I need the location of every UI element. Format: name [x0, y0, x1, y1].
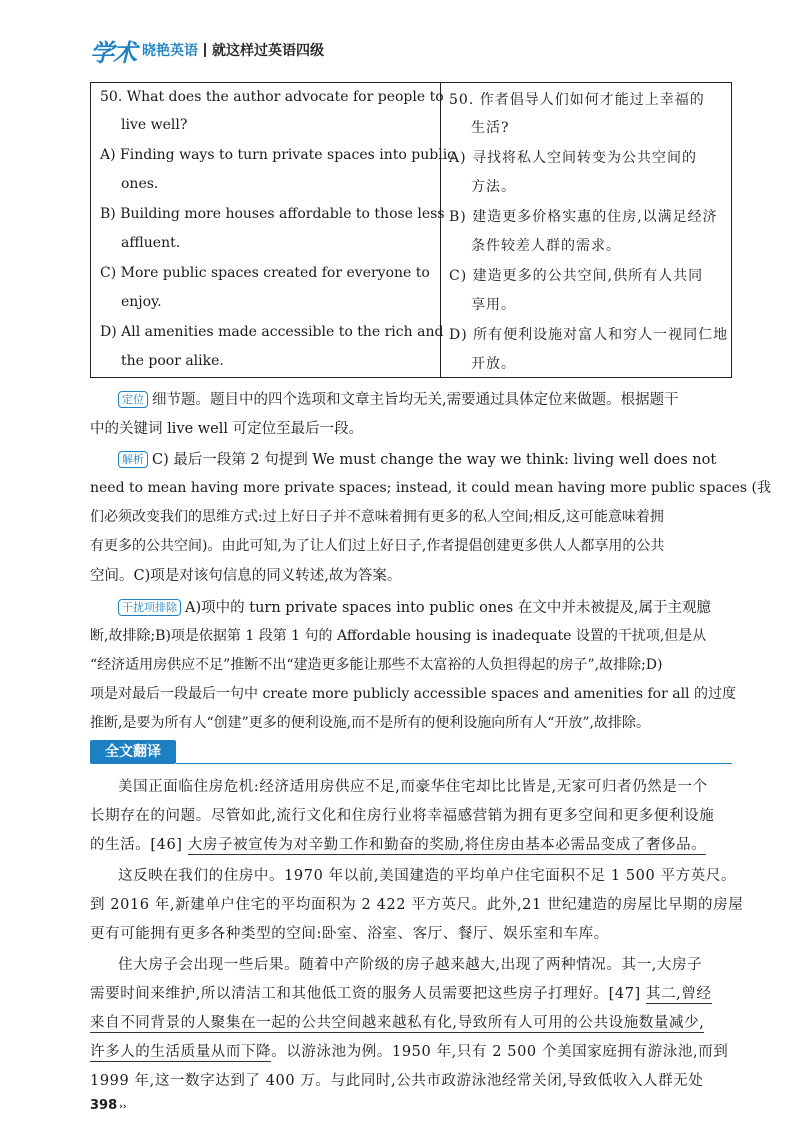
option-d-en: D) All amenities made accessible to the rich and — [100, 324, 444, 340]
locate-tag: 定位 — [118, 391, 148, 408]
page-number — [90, 1098, 127, 1113]
translation-line: 住大房子会出现一些后果。随着中产阶级的房子越来越大,出现了两种情况。其一,大房子 — [118, 957, 703, 973]
question-table — [90, 82, 732, 378]
translation-line — [90, 1011, 704, 1032]
answer-47-underlined-end: 许多人的生活质量从而下降 — [90, 1044, 272, 1060]
translation-section-title: 全文翻译 — [90, 740, 176, 764]
translation-line: 美国正面临住房危机:经济适用房供应不足,而豪华住宅却比比皆是,无家可归者仍然是一个 — [118, 779, 708, 795]
translation-text: 需要时间来维护,所以清洁工和其他低工资的服务人员需要把这些房子打理好。[47] — [90, 986, 646, 1002]
translation-line: 长期存在的问题。尽管如此,流行文化和住房行业将幸福感营销为拥有更多空间和更多便利设施 — [90, 808, 715, 824]
explain-tag: 解析 — [118, 451, 148, 468]
option-b-cn: B) 建造更多价格实惠的住房,以满足经济 — [449, 209, 718, 225]
translation-line — [90, 1040, 728, 1061]
explain-text: C) 最后一段第 2 句提到 We must change the way we think: living well does not — [152, 452, 717, 468]
option-b-cn-cont: 条件较差人群的需求。 — [471, 238, 621, 254]
page-header — [90, 30, 324, 70]
locate-line: 中的关键词 live well 可定位至最后一段。 — [90, 421, 364, 437]
option-c-cn-cont: 享用。 — [471, 297, 516, 313]
option-a-en: A) Finding ways to turn private spaces into public — [100, 147, 456, 163]
exclude-tag: 干扰项排除 — [118, 599, 181, 616]
translation-section-rule — [176, 763, 732, 764]
option-d-cn: D) 所有便利设施对富人和穷人一视同仁地 — [449, 327, 729, 343]
explain-line: 们必须改变我们的思维方式:过上好日子并不意味着拥有更多的私人空间;相反,这可能意味着拥 — [90, 509, 664, 525]
explain-line: 空间。C)项是对该句信息的同义转述,故为答案。 — [90, 568, 402, 584]
exclude-line: 项是对最后一段最后一句中 create more publicly accessible spaces and amenities for all 的过度 — [90, 686, 736, 702]
option-c-en: C) More public spaces created for everyone to — [100, 265, 430, 281]
exclude-line — [118, 596, 711, 617]
question-cn-line: 50. 作者倡导人们如何才能过上幸福的 — [449, 92, 705, 108]
answer-47-underlined: 其二,曾经 — [645, 986, 712, 1002]
answer-46-underlined: 大房子被宣传为对辛勤工作和勤奋的奖励,将住房由基本必需品变成了奢侈品。 — [187, 837, 707, 853]
question-english-column — [91, 83, 456, 377]
publisher-logo: 学术 — [90, 38, 136, 67]
translation-line: 1999 年,这一数字达到了 400 万。与此同时,公共市政游泳池经常关闭,导致低收入人群无处 — [90, 1073, 704, 1089]
explain-line — [118, 448, 716, 469]
option-c-en-cont: enjoy. — [121, 294, 162, 310]
locate-text: 细节题。题目中的四个选项和文章主旨均无关,需要通过具体定位来做题。根据题干 — [152, 392, 679, 408]
option-a-cn-cont: 方法。 — [471, 179, 516, 195]
option-b-en-cont: affluent. — [121, 235, 181, 251]
option-b-en: B) Building more houses affordable to those less — [100, 206, 445, 222]
explain-line: 有更多的公共空间)。由此可知,为了让人们过上好日子,作者提倡创建更多供人人都享用的公共 — [90, 538, 665, 554]
translation-line: 到 2016 年,新建单户住宅的平均面积为 2 422 平方英尺。此外,21 世纪建造的房屋比早期的房屋 — [90, 897, 744, 913]
exclude-line: 推断,是要为所有人“创建”更多的便利设施,而不是所有的便利设施向所有人“开放”,故排除。 — [90, 715, 650, 731]
option-a-cn: A) 寻找将私人空间转变为公共空间的 — [449, 150, 698, 166]
header-divider — [204, 43, 206, 57]
question-en-line: live well? — [121, 117, 188, 133]
brand-name: 晓艳英语 — [142, 43, 198, 59]
book-series-title: 就这样过英语四级 — [212, 43, 324, 59]
question-chinese-column — [441, 83, 731, 377]
exclude-text: A)项中的 turn private spaces into public ones 在文中并未被提及,属于主观臆 — [185, 600, 711, 616]
translation-line — [90, 833, 706, 854]
translation-text: 。以游泳池为例。1950 年,只有 2 500 个美国家庭拥有游泳池,而到 — [271, 1044, 729, 1060]
answer-47-underlined-cont: 来自不同背景的人聚集在一起的公共空间越来越私有化,导致所有人可用的公共设施数量减少, — [90, 1015, 705, 1031]
exclude-line: 断,故排除;B)项是依据第 1 段第 1 句的 Affordable housing is inadequate 设置的干扰项,但是从 — [90, 628, 707, 644]
page-arrow-icon: ›› — [119, 1102, 127, 1112]
translation-text: 的生活。[46] — [90, 837, 188, 853]
option-c-cn: C) 建造更多的公共空间,供所有人共同 — [449, 268, 704, 284]
translation-line — [90, 982, 712, 1003]
locate-line — [118, 388, 679, 409]
option-a-en-cont: ones. — [121, 176, 159, 192]
explain-line: need to mean having more private spaces; instead, it could mean having more public spaces (我 — [90, 480, 772, 496]
page-number-value: 398 — [90, 1098, 118, 1113]
exclude-line: “经济适用房供应不足”推断不出“建造更多能让那些不太富裕的人负担得起的房子”,故排除;D) — [90, 657, 663, 673]
translation-line: 这反映在我们的住房中。1970 年以前,美国建造的平均单户住宅面积不足 1 500 平方英尺。 — [118, 868, 737, 884]
translation-line: 更有可能拥有更多各种类型的空间:卧室、浴室、客厅、餐厅、娱乐室和车库。 — [90, 926, 609, 942]
question-cn-line: 生活? — [471, 120, 510, 136]
option-d-en-cont: the poor alike. — [121, 353, 224, 369]
question-en-line: 50. What does the author advocate for people to — [100, 89, 444, 105]
option-d-cn-cont: 开放。 — [471, 356, 516, 372]
